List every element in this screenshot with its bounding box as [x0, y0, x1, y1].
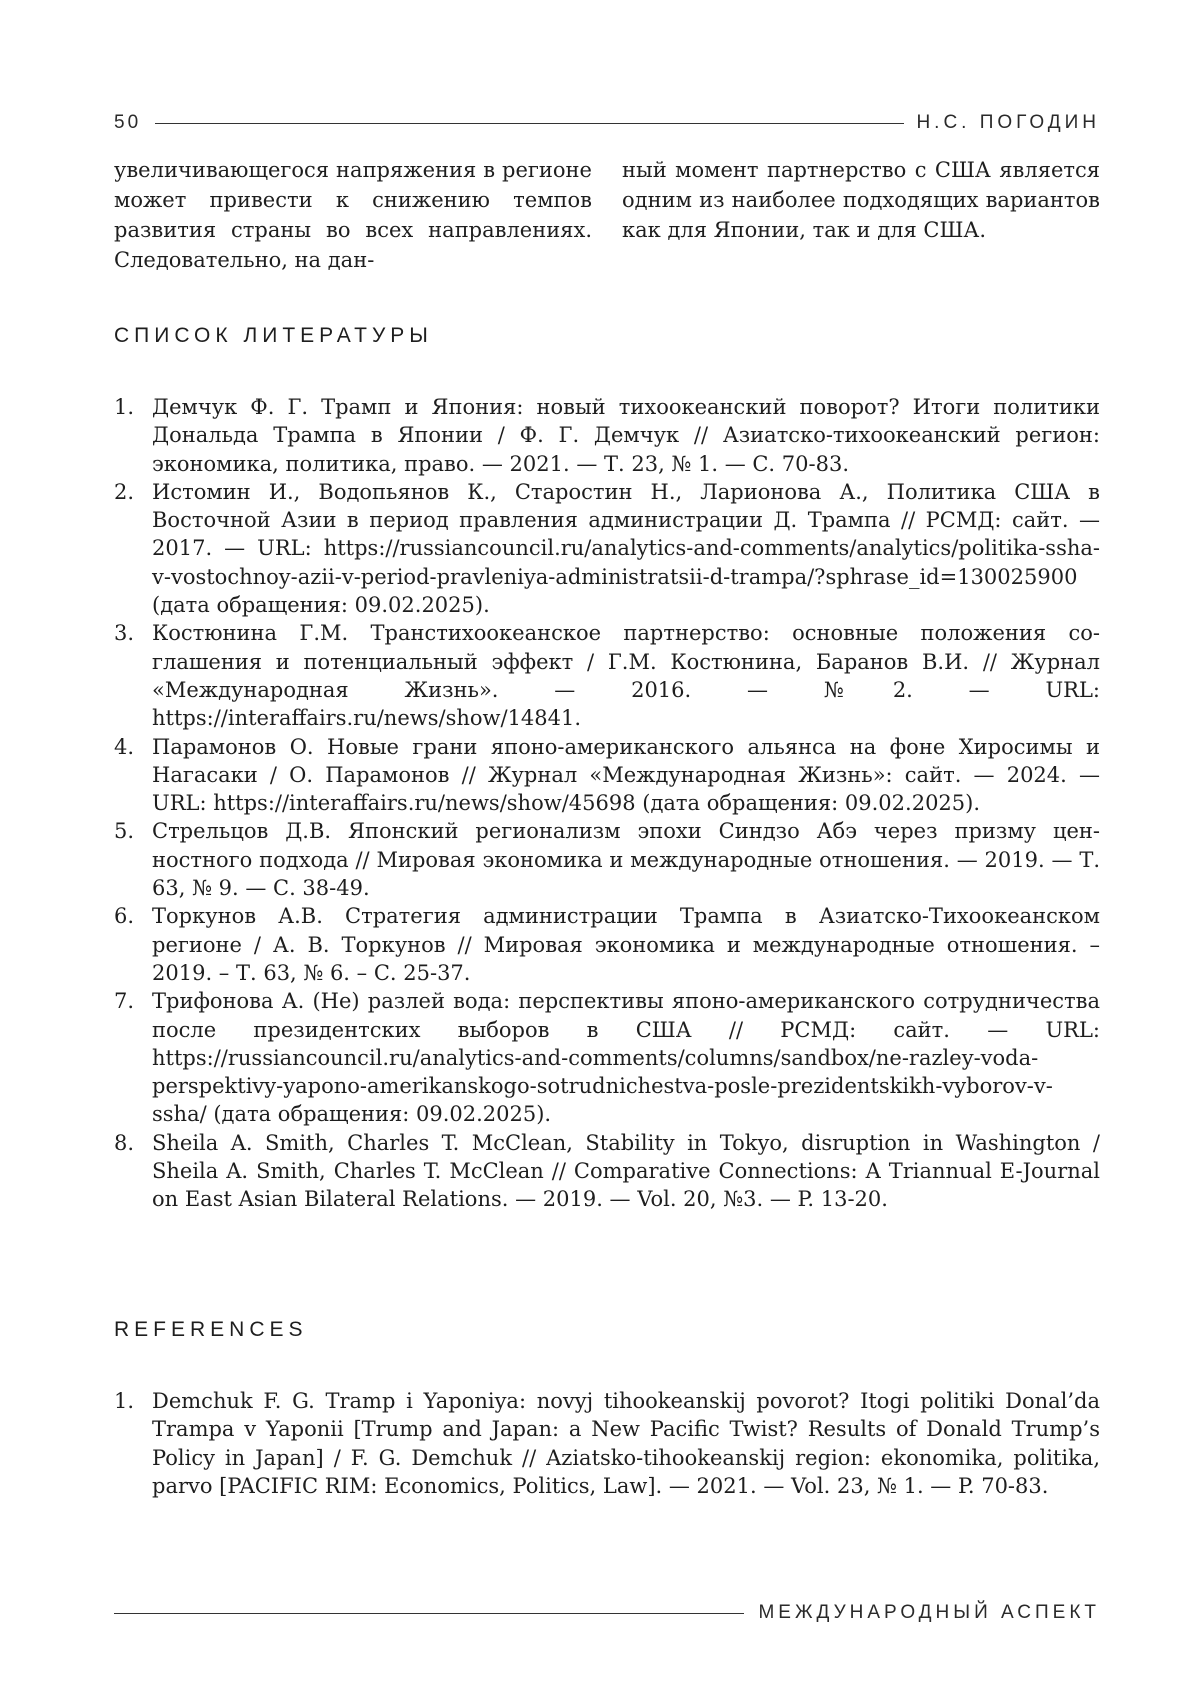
running-header — [114, 110, 1100, 136]
reference-item — [114, 1387, 1100, 1500]
reference-number: 5. — [114, 819, 135, 844]
page-number: 50 — [114, 112, 142, 133]
reference-text: Трифонова А. (Не) разлей вода: перспективы японо-американского сотрудничества после президентских выборов в США // РСМД: сайт. — URL: https://russiancouncil.ru/analytics-and-comments/columns/sandbox/ne-razley-voda-perspektivy-yapono-amerikanskogo-sotrudnichestva-posle-prezidentskikh-vyborov-v-ssha/ (дата обращения: 09.02.2025). — [152, 989, 1100, 1127]
reference-number: 3. — [114, 621, 135, 646]
reference-number: 8. — [114, 1130, 135, 1155]
references-ru-heading: СПИСОК ЛИТЕРАТУРЫ — [114, 324, 433, 347]
reference-text: Торкунов А.В. Стратегия администрации Трампа в Азиатско-Тихоокеанском регионе / А. В. Торкунов // Мировая экономика и международные отношения. – 2019. – Т. 63, № 6. – С. 25-37. — [152, 904, 1100, 985]
reference-text: Парамонов О. Новые грани японо-американского альянса на фоне Хиросимы и Нагасаки / О. Парамонов // Журнал «Международная Жизнь»: сайт. — 2024. — URL: https://interaffairs.ru/news/show/45698 (дата обращения: 09.02.2025). — [152, 734, 1100, 816]
reference-text: Стрельцов Д.В. Японский регионализм эпохи Синдзо Абэ через призму ценностного подхода // Мировая экономика и международные отношения. — 2019. — Т. 63, № 9. — С. 38-49. — [152, 819, 1100, 901]
reference-item — [114, 733, 1100, 818]
references-en-heading: REFERENCES — [114, 1318, 308, 1341]
references-ru-list — [114, 393, 1100, 1214]
reference-number: 4. — [114, 734, 135, 759]
reference-number: 7. — [114, 989, 135, 1014]
running-author: Н.С. ПОГОДИН — [916, 112, 1100, 133]
reference-text: Demchuk F. G. Tramp i Yaponiya: novyj tihookeanskij povorot? Itogi politiki Donal’da Trampa v Yaponii [Trump and Japan: a New Pacific Twist? Results of Donald Trump’s Policy in Japan] / F. G. Demchuk // Aziatsko-tihookeanskij region: ekonomika, politika, parvo [PACIFIC RIM: Economics, Politics, Law]. — 2021. — Vol. 23, № 1. — P. 70-83. — [152, 1389, 1100, 1498]
reference-item — [114, 902, 1100, 987]
reference-text: Истомин И., Водопьянов К., Старостин Н., Ларионова А., Политика США в Восточной Азии в период правления администрации Д. Трампа // РСМД: сайт. — 2017. — URL: https://russiancouncil.ru/analytics-and-comments/analytics/politika-ssha-v-vostochnoy-azii-v-period-pravleniya-administratsii-d-trampa/?sphrase_id=130025900 (дата обращения: 09.02.2025). — [152, 479, 1100, 618]
reference-number: 1. — [114, 1389, 135, 1413]
footer-rule — [114, 1613, 744, 1614]
journal-name: МЕЖДУНАРОДНЫЙ АСПЕКТ — [758, 1602, 1100, 1623]
reference-text: Sheila A. Smith, Charles T. McClean, Stability in Tokyo, disruption in Washington / Sheila A. Smith, Charles T. McClean // Comparative Connections: A Triannual E-Journal on East Asian Bilateral Relations. — 2019. — Vol. 20, №3. — P. 13-20. — [152, 1130, 1100, 1212]
reference-text: Демчук Ф. Г. Трамп и Япония: новый тихоокеанский поворот? Итоги политики Дональда Трампа в Японии / Ф. Г. Демчук // Азиатско-тихоокеанский регион: экономика, политика, право. — 2021. — Т. 23, № 1. — С. 70-83. — [152, 395, 1100, 476]
reference-item — [114, 987, 1100, 1128]
reference-item — [114, 393, 1100, 478]
reference-text: Костюнина Г.М. Транстихоокеанское партнерство: основные положения соглашения и потенциальный эффект / Г.М. Костюнина, Баранов В.И. // Журнал «Международная Жизнь». — 2016. — №2. — URL: https://interaffairs.ru/news/show/14841. — [152, 621, 1100, 731]
reference-number: 2. — [114, 479, 135, 504]
reference-number: 1. — [114, 395, 135, 419]
reference-item — [114, 1129, 1100, 1214]
reference-item — [114, 478, 1100, 619]
references-en-list — [114, 1387, 1100, 1500]
body-column-right: ный момент партнерство с США является одним из наиболее подходящих вариантов как для Японии, так и для США. — [622, 158, 1100, 242]
reference-item — [114, 619, 1100, 732]
header-rule — [155, 123, 904, 124]
body-text-columns — [114, 155, 1100, 275]
reference-number: 6. — [114, 904, 135, 929]
reference-item — [114, 817, 1100, 902]
body-column-left: увеличивающегося напряжения в регионе может привести к снижению темпов развития страны во всех направлениях. Следовательно, на дан- — [114, 158, 592, 272]
document-page — [114, 0, 1100, 1697]
running-footer — [114, 1600, 1100, 1626]
